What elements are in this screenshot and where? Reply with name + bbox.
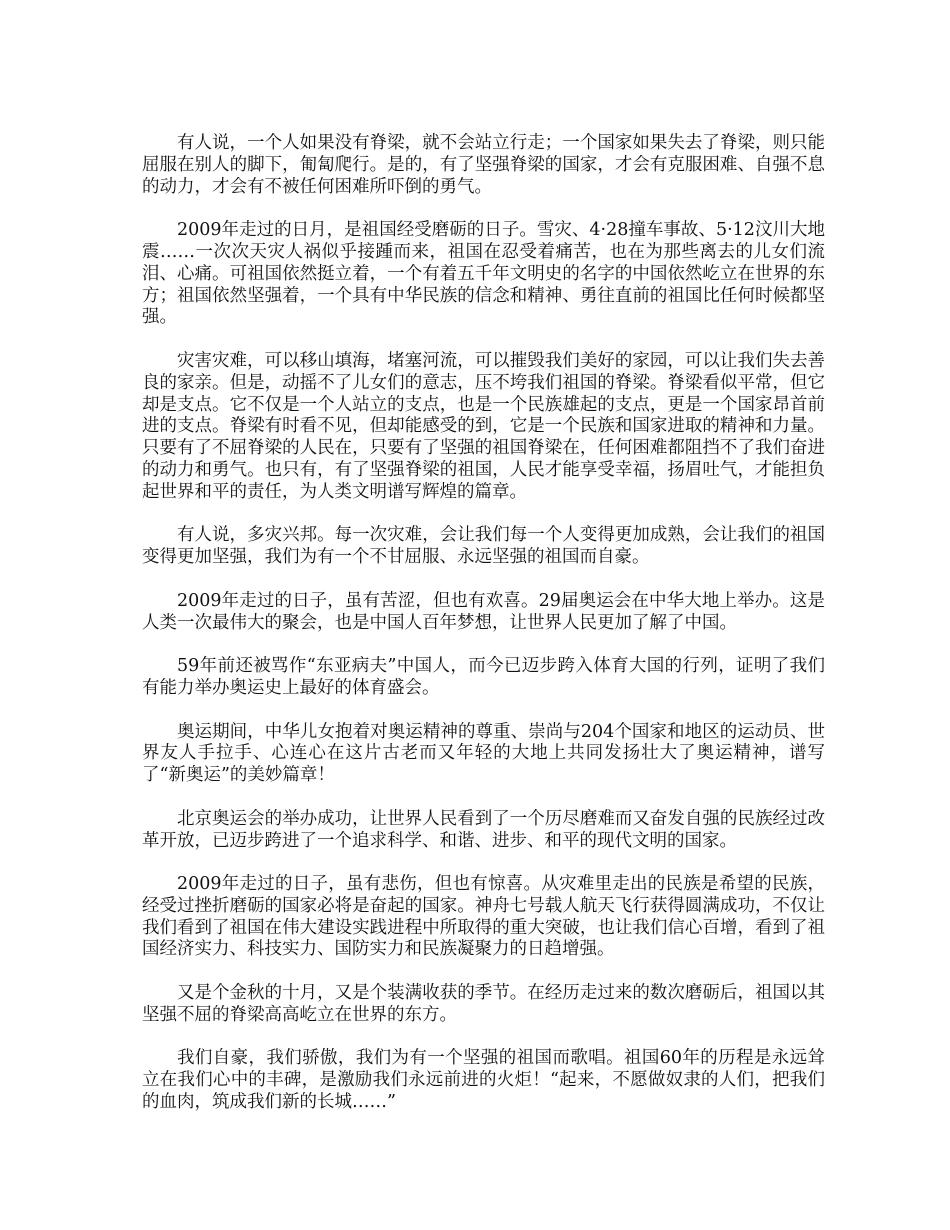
paragraph-5: 2009年走过的日子，虽有苦涩，但也有欢喜。29届奥运会在中华大地上举办。这是人类一次最伟大的聚会，也是中国人百年梦想，让世界人民更加了解了中国。 xyxy=(142,590,825,633)
paragraph-3: 灾害灾难，可以移山填海，堵塞河流，可以摧毁我们美好的家园，可以让我们失去善良的家亲。但是，动摇不了儿女们的意志，压不垮我们祖国的脊梁。脊梁看似平常，但它却是支点。它不仅是一个人站立的支点，也是一个民族雄起的支点，更是一个国家昂首前进的支点。脊梁有时看不见，但却能感受的到，它是一个民族和国家进取的精神和力量。只要有了不屈脊梁的人民在，只要有了坚强的祖国脊梁在，任何困难都阻挡不了我们奋进的动力和勇气。也只有，有了坚强脊梁的祖国，人民才能享受幸福，扬眉吐气，才能担负起世界和平的责任，为人类文明谱写辉煌的篇章。 xyxy=(142,350,825,502)
paragraph-8: 北京奥运会的举办成功，让世界人民看到了一个历尽磨难而又奋发自强的民族经过改革开放，已迈步跨进了一个追求科学、和谐、进步、和平的现代文明的国家。 xyxy=(142,808,825,851)
paragraph-10: 又是个金秋的十月，又是个装满收获的季节。在经历走过来的数次磨砺后，祖国以其坚强不屈的脊梁高高屹立在世界的东方。 xyxy=(142,983,825,1025)
paragraph-7: 奥运期间，中华儿女抱着对奥运精神的尊重、崇尚与204个国家和地区的运动员、世界友人手拉手、心连心在这片古老而又年轻的大地上共同发扬壮大了奥运精神，谱写了“新奥运”的美妙篇章！ xyxy=(142,721,825,786)
paragraph-1: 有人说，一个人如果没有脊梁，就不会站立行走；一个国家如果失去了脊梁，则只能屈服在别人的脚下，匍匐爬行。是的，有了坚强脊梁的国家，才会有克服困难、自强不息的动力，才会有不被任何困难所吓倒的勇气。 xyxy=(142,133,825,197)
paragraph-2: 2009年走过的日月，是祖国经受磨砺的日子。雪灾、4·28撞车事故、5·12汶川大地震……一次次天灾人祸似乎接踵而来，祖国在忍受着痛苦，也在为那些离去的儿女们流泪、心痛。可祖国依然挺立着，一个有着五千年文明史的名字的中国依然屹立在世界的东方；祖国依然坚强着，一个具有中华民族的信念和精神、勇往直前的祖国比任何时候都坚强。 xyxy=(142,220,825,328)
paragraph-9: 2009年走过的日子，虽有悲伤，但也有惊喜。从灾难里走出的民族是希望的民族，经受过挫折磨砺的国家必将是奋起的国家。神舟七号载人航天飞行获得圆满成功，不仅让我们看到了祖国在伟大建设实践进程中所取得的重大突破，也让我们信心百增，看到了祖国经济实力、科技实力、国防实力和民族凝聚力的日趋增强。 xyxy=(142,874,825,960)
paragraph-6: 59年前还被骂作“东亚病夫”中国人，而今已迈步跨入体育大国的行列，证明了我们有能力举办奥运史上最好的体育盛会。 xyxy=(142,656,825,698)
paragraph-4: 有人说，多灾兴邦。每一次灾难，会让我们每一个人变得更加成熟，会让我们的祖国变得更加坚强，我们为有一个不甘屈服、永远坚强的祖国而自豪。 xyxy=(142,525,825,568)
document-body xyxy=(142,133,825,1136)
paragraph-11: 我们自豪，我们骄傲，我们为有一个坚强的祖国而歌唱。祖国60年的历程是永远耸立在我们心中的丰碑，是激励我们永远前进的火炬！“起来，不愿做奴隶的人们，把我们的血肉，筑成我们新的长城……” xyxy=(142,1048,825,1113)
